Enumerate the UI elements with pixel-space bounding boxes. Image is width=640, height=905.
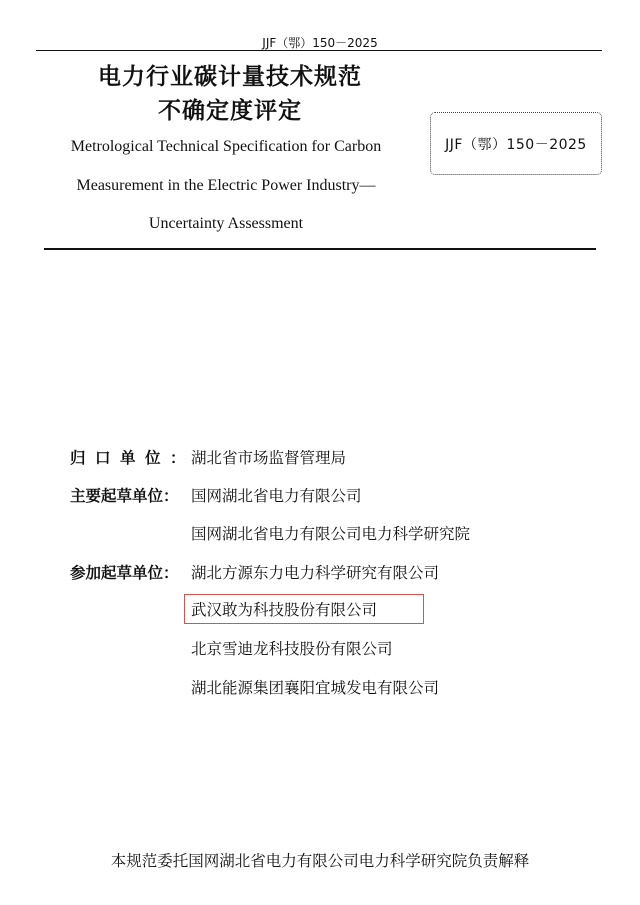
title-chinese-line2: 不确定度评定 [158,98,302,124]
participating-unit-highlighted: 武汉敢为科技股份有限公司 [191,601,378,619]
main-divider [44,248,596,250]
main-drafting-label: 主要起草单位： [70,487,179,505]
authority-label: 归口单位： [70,449,196,467]
title-chinese-line1: 电力行业碳计量技术规范 [98,64,362,90]
title-english-line3: Uncertainty Assessment [148,215,304,232]
title-english-line2: Measurement in the Electric Power Industry— [76,177,376,194]
participating-label: 参加起草单位： [70,564,179,582]
header-code: JJF（鄂）150－2025 [262,36,378,50]
header-divider [36,50,602,51]
footer-interpretation-note: 本规范委托国网湖北省电力有限公司电力科学研究院负责解释 [110,852,530,870]
participating-unit: 北京雪迪龙科技股份有限公司 [191,640,393,658]
participating-unit: 湖北能源集团襄阳宜城发电有限公司 [191,679,440,697]
title-english-line1: Metrological Technical Specification for Carbon [70,138,382,155]
authority-value: 湖北省市场监督管理局 [191,449,347,467]
specification-code: JJF（鄂）150－2025 [445,136,587,153]
main-drafting-unit: 国网湖北省电力有限公司电力科学研究院 [191,525,471,543]
participating-unit: 湖北方源东力电力科学研究有限公司 [191,564,440,582]
main-drafting-unit: 国网湖北省电力有限公司 [191,487,362,505]
specification-code-box [430,112,602,175]
